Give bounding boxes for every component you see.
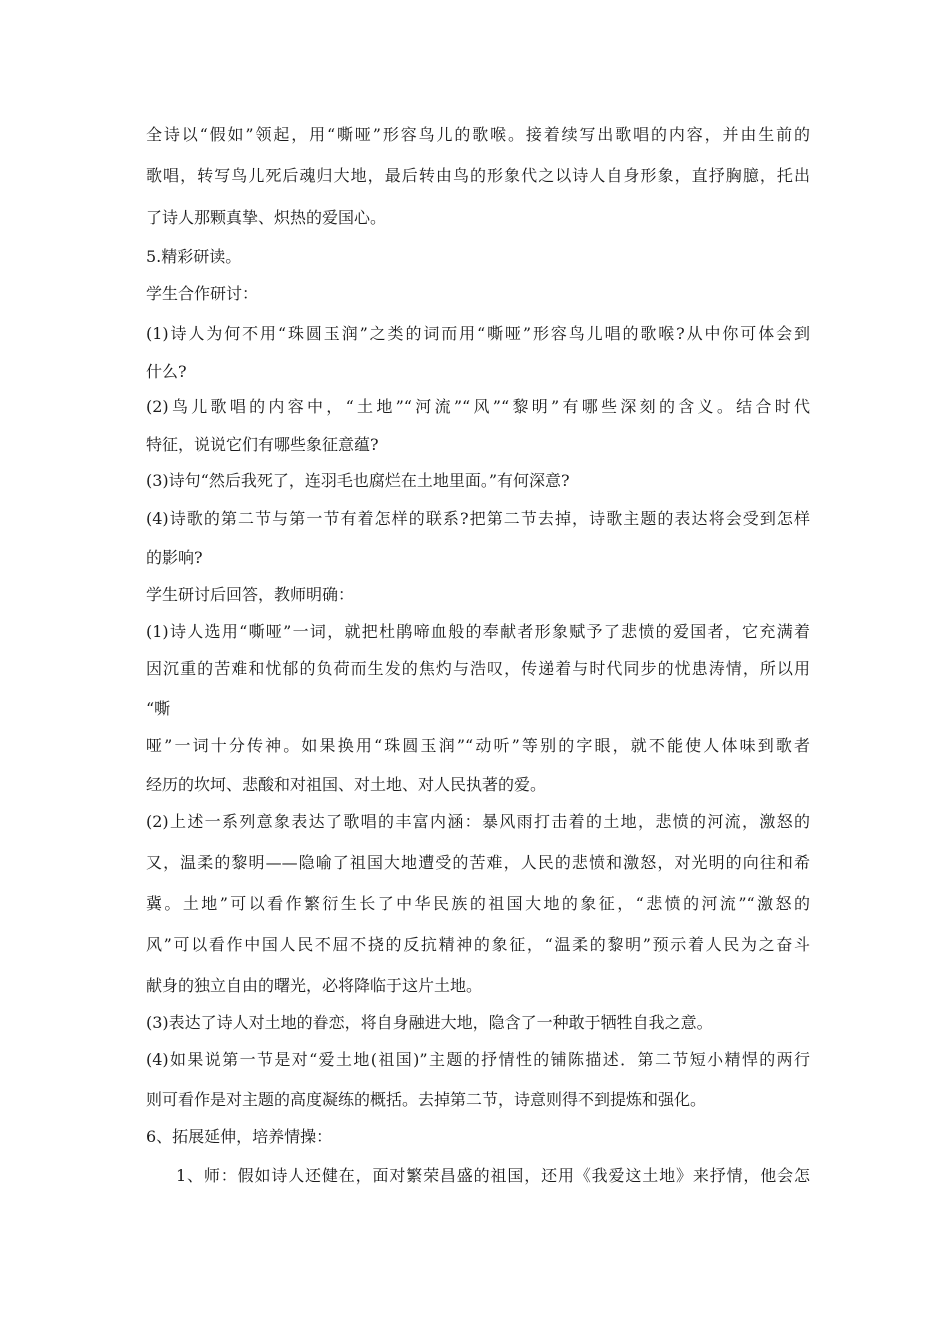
answer-2-cont-4: 献身的独立自由的曙光，必将降临于这片土地。 xyxy=(146,976,483,995)
text-line-13: 学生研讨后回答，教师明确： xyxy=(146,585,355,604)
question-1: (1)诗人为何不用“珠圆玉润”之类的词而用“嘶哑”形容鸟儿唱的歌喉?从中你可体会到 xyxy=(146,324,810,343)
extension-item-1: 1、师：假如诗人还健在，面对繁荣昌盛的祖国，还用《我爱这土地》来抒情，他会怎 xyxy=(176,1166,810,1185)
text-line-5: 学生合作研讨： xyxy=(146,284,259,303)
answer-1-cont-2: “嘶 xyxy=(146,699,171,718)
answer-2-cont-3: 风”可以看作中国人民不屈不挠的反抗精神的象征，“温柔的黎明”预示着人民为之奋斗 xyxy=(146,935,810,954)
answer-4: (4)如果说第一节是对“爱土地(祖国)”主题的抒情性的铺陈描述．第二节短小精悍的两行 xyxy=(146,1050,810,1069)
answer-1: (1)诗人选用“嘶哑”一词，就把杜鹃啼血般的奉献者形象赋予了悲愤的爱国者，它充满着 xyxy=(146,622,810,641)
text-line-1: 全诗以“假如”领起，用“嘶哑”形容鸟儿的歌喉。接着续写出歌唱的内容，并由生前的 xyxy=(146,125,810,144)
answer-1-cont-1: 因沉重的苦难和忧郁的负荷而生发的焦灼与浩叹，传递着与时代同步的忧患涛情，所以用 xyxy=(146,659,810,678)
answer-1-cont-4: 经历的坎坷、悲酸和对祖国、对土地、对人民执著的爱。 xyxy=(146,775,547,794)
answer-2-cont-1: 又，温柔的黎明——隐喻了祖国大地遭受的苦难，人民的悲愤和激怒，对光明的向往和希 xyxy=(146,853,810,872)
question-2: (2)鸟儿歌唱的内容中，“土地”“河流”“风”“黎明”有哪些深刻的含义。结合时代 xyxy=(146,397,810,416)
answer-4-cont: 则可看作是对主题的高度凝练的概括。去掉第二节，诗意则得不到提炼和强化。 xyxy=(146,1090,707,1109)
section-heading-5: 5.精彩研读。 xyxy=(146,247,242,266)
question-4-cont: 的影响? xyxy=(146,548,203,567)
question-4: (4)诗歌的第二节与第一节有着怎样的联系?把第二节去掉，诗歌主题的表达将会受到怎样 xyxy=(146,509,810,528)
question-3: (3)诗句“然后我死了，连羽毛也腐烂在土地里面。”有何深意? xyxy=(146,471,570,490)
question-1-cont: 什么? xyxy=(146,362,187,381)
question-2-cont: 特征，说说它们有哪些象征意蕴? xyxy=(146,435,379,454)
text-line-2: 歌唱，转写鸟儿死后魂归大地，最后转由鸟的形象代之以诗人自身形象，直抒胸臆，托出 xyxy=(146,166,810,185)
text-line-3: 了诗人那颗真挚、炽热的爱国心。 xyxy=(146,208,387,227)
answer-2: (2)上述一系列意象表达了歌唱的丰富内涵：暴风雨打击着的土地，悲愤的河流，激怒的 xyxy=(146,812,810,831)
answer-2-cont-2: 冀。土地”可以看作繁衍生长了中华民族的祖国大地的象征，“悲愤的河流”“激怒的 xyxy=(146,894,810,913)
section-heading-6: 6、拓展延伸，培养情操： xyxy=(146,1127,333,1146)
answer-1-cont-3: 哑”一词十分传神。如果换用“珠圆玉润”“动听”等别的字眼，就不能使人体味到歌者 xyxy=(146,736,810,755)
answer-3: (3)表达了诗人对土地的眷恋，将自身融进大地，隐含了一种敢于牺牲自我之意。 xyxy=(146,1013,713,1032)
